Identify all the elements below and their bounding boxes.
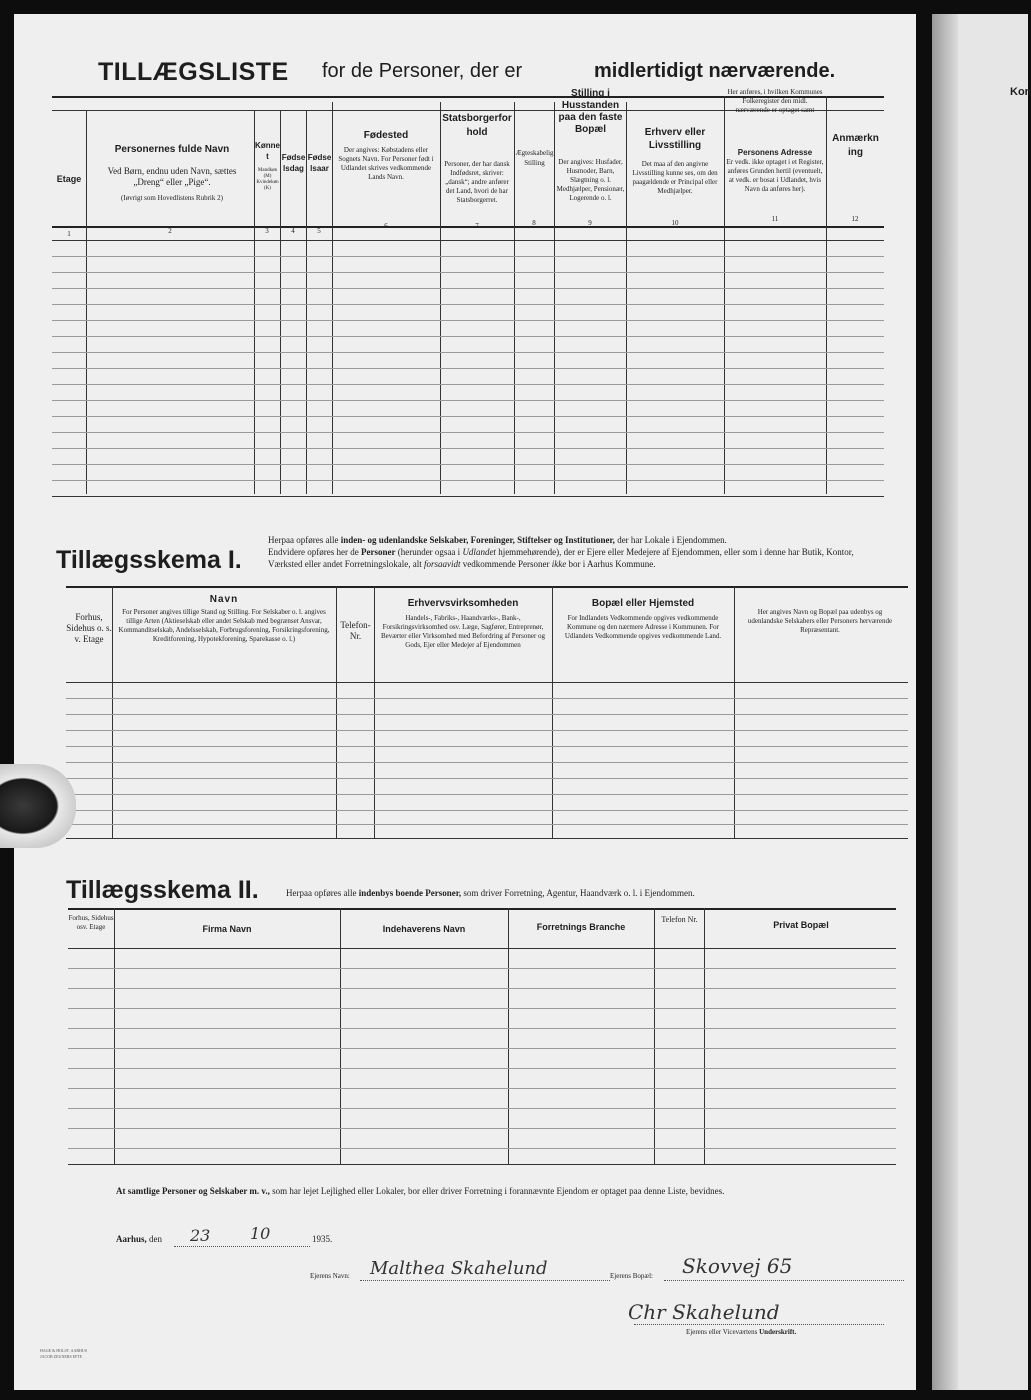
- s1-col-name: Navn: [209, 594, 239, 605]
- col-address-note: Er vedk. ikke optaget i et Register, anføres Grunden hertil (eventuelt, at vedk. er bosat i Udlandet, hvis Navn da anføres her).: [726, 158, 824, 193]
- list-title-rest-a: for de Personer, der er: [322, 60, 523, 82]
- col-name-note: Ved Børn, endnu uden Navn, sættes „Dreng“ eller „Pige“.: [107, 166, 237, 187]
- s2-col-phone: Telefon Nr.: [661, 915, 698, 924]
- s1-col-business: Erhvervsvirksomheden: [407, 598, 519, 609]
- col-occupation-label: Erhverv eller Livsstilling: [644, 127, 706, 151]
- colno-11: 11: [771, 215, 779, 223]
- col-bday-label: Fødselsdag: [281, 153, 306, 173]
- s1-col-phone: Telefon-Nr.: [340, 620, 371, 641]
- col-byear-label: Fødselsaar: [307, 153, 332, 173]
- adjacent-page-fragment: Kon: [1010, 86, 1031, 98]
- skema2-title: Tillægsskema II.: [66, 876, 259, 904]
- skema1-description: Herpaa opføres alle inden- og udenlandske Selskaber, Foreninger, Stiftelser og Institutioner, der har Lokale i Ejendommen. Endvidere opføres her de Personer (herunder ogsaa i Udlandet hjemmehørende), der er Ejere eller Medejere af Ejendommen, eller som i denne har Butik, Kontor, Værksted eller andet Forretningslokale, alt forsaavidt vedkommende Personer ikke bor i Aarhus Kommune.: [268, 535, 854, 569]
- colno-9: 9: [588, 219, 592, 227]
- col-birthplace-label: Fødested: [363, 130, 409, 141]
- colno-2: 2: [168, 227, 172, 235]
- col-remark-label: Anmærkning: [832, 133, 879, 158]
- col-household-label: Stilling i Husstanden paa den faste Bopæl: [558, 88, 623, 135]
- footer-statement: At samtlige Personer og Selskaber m. v., som har lejet Lejlighed eller Lokaler, bor eller driver Forretning i forannævnte Ejendom er optaget paa denne Liste, bevidnes.: [116, 1186, 725, 1196]
- footer-city-line: Aarhus, den: [116, 1234, 163, 1244]
- colno-8: 8: [532, 219, 536, 227]
- printer-imprint: HAGE & HOLST, AARHUS JACOB ZEUNERS EFTF.: [40, 1348, 88, 1359]
- col-etage-label: Etage: [56, 174, 82, 184]
- owner-name-handwritten: Malthea Skahelund: [370, 1258, 548, 1279]
- col-address-note-top: Her anføres, i hvilken Kommunes Folkeregister den midl. nærværende er optaget samt: [727, 88, 823, 114]
- thumb-holding-page: [0, 764, 76, 848]
- col-sex-note: Mandkøn (M) Kvindekøn (K): [256, 168, 279, 191]
- s2-col-etage: Forhus, Sidehus osv. Etage: [68, 914, 114, 931]
- owner-address-label: Ejerens Bopæl:: [610, 1272, 653, 1280]
- skema1-title: Tillægsskema I.: [56, 546, 242, 574]
- colno-1: 1: [67, 230, 71, 238]
- signature-label: Ejerens eller Viceværtens Underskrift.: [686, 1328, 797, 1336]
- s1-col-residence-note: For Indlandets Vedkommende opgives vedkommende Kommune og den nærmere Adresse i Kommunen. For Udlandets Vedkommende opgives vedkommende Land.: [564, 614, 722, 640]
- s2-col-firm: Firma Navn: [202, 924, 252, 934]
- col-address-label: Personens Adresse: [737, 148, 813, 157]
- col-household-note: Der angives: Husfader, Husmoder, Barn, Slægtning o. l. Medhjælper, Pensionær, Logerende o. l.: [556, 158, 625, 202]
- s2-col-branch: Forretnings Branche: [536, 922, 626, 932]
- signature-handwritten: Chr Skahelund: [628, 1300, 780, 1324]
- colno-12: 12: [851, 215, 859, 223]
- adjacent-page: [932, 14, 1031, 1390]
- list-title-big: TILLÆGSLISTE: [98, 58, 289, 86]
- colno-5: 5: [317, 227, 321, 235]
- date-month-handwritten: 10: [250, 1224, 271, 1243]
- col-sex-label: Kønnet: [255, 141, 280, 161]
- owner-address-handwritten: Skovvej 65: [682, 1254, 793, 1278]
- s1-col-etage: Forhus, Sidehus o. s. v. Etage: [66, 612, 112, 644]
- form-page: [14, 14, 916, 1390]
- colno-10: 10: [671, 219, 679, 227]
- colno-3: 3: [265, 227, 269, 235]
- col-citizenship-label: Statsborgerforhold: [442, 113, 512, 138]
- date-day-handwritten: 23: [190, 1226, 211, 1245]
- colno-7: 7: [475, 222, 479, 230]
- colno-6: 6: [384, 222, 388, 230]
- s1-col-business-note: Handels-, Fabriks-, Haandværks-, Bank-, Forsikringsvirksomhed osv. Læge, Sagfører, Entreprenør, Beværter eller Virksomhed med Befordring af Personer og Gods, Ejer eller Medejer af Ejendommen: [380, 614, 546, 649]
- s2-col-private: Privat Bopæl: [773, 920, 829, 930]
- skema2-description: Herpaa opføres alle indenbys boende Personer, som driver Forretning, Agentur, Haandværk o. l. i Ejendommen.: [286, 888, 695, 898]
- col-occupation-note: Det maa af den angivne Livsstilling kunne ses, om den paagældende er Principal eller Medhjælper.: [632, 160, 718, 195]
- s1-col-name-note: For Personer angives tillige Stand og Stilling. For Selskaber o. l. angives tillige Arten (Aktieselskab eller andet Selskab med begrænset Ansvar, Kommanditselskab, Andelsselskab, Forbrugsforening, Forsikringsforening, Kreditforening, Hypotekforening, Sparekasse o. l.): [118, 608, 330, 643]
- col-name-label: Personernes fulde Navn: [114, 144, 230, 155]
- owner-name-label: Ejerens Navn:: [310, 1272, 350, 1280]
- col-birthplace-note: Der angives: Købstadens eller Sognets Navn. For Personer født i Udlandet skrives vedkommende Lands Navn.: [338, 146, 434, 181]
- s1-col-representative-note: Her angives Navn og Bopæl paa udenbys og udenlandske Selskabers eller Personers herværende Repræsentant.: [747, 608, 893, 634]
- s2-col-owner: Indehaverens Navn: [382, 924, 466, 934]
- col-name-note2: (Iøvrigt som Hovedlistens Rubrik 2): [121, 194, 223, 202]
- footer-year: 1935.: [312, 1234, 333, 1244]
- col-citizenship-note: Personer, der har dansk Indfødsret, skriver: „dansk“; andre anfører det Land, hvori de har Statsborgerret.: [444, 160, 510, 204]
- list-title-rest-b: midlertidigt nærværende.: [594, 60, 836, 82]
- s1-col-residence: Bopæl eller Hjemsted: [591, 598, 695, 609]
- col-marital-label: Ægteskabelig Stilling: [515, 149, 554, 167]
- colno-4: 4: [291, 227, 295, 235]
